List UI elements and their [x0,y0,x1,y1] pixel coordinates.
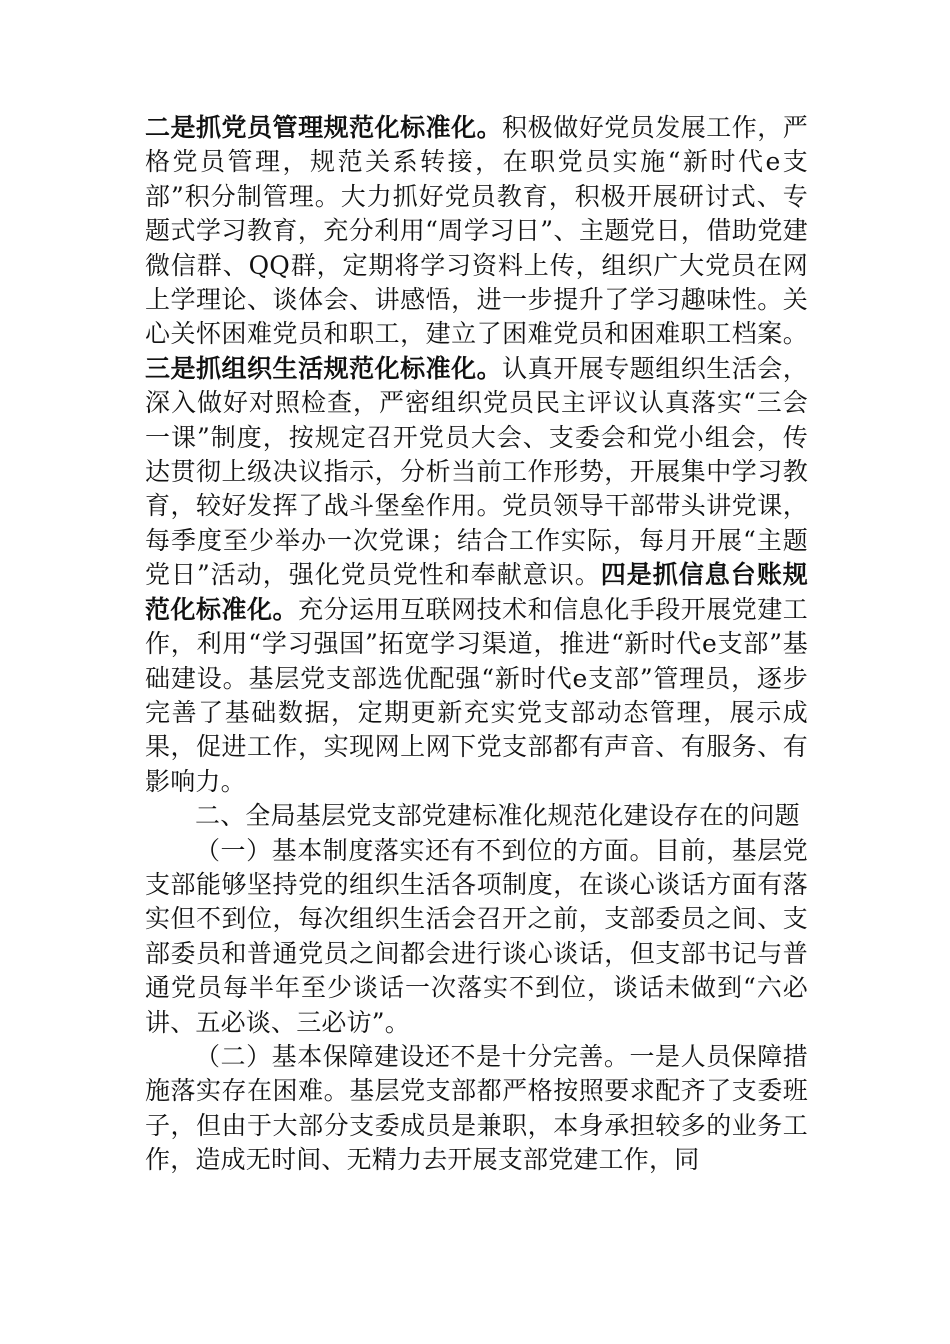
document-body [145,111,808,1178]
paragraph-party-member-management [145,111,808,799]
section-heading-problems: 二、全局基层党支部党建标准化规范化建设存在的问题 [195,801,800,831]
subheading-member-management: 二是抓党员管理规范化标准化。 [145,113,503,142]
text-information-ledger: 充分运用互联网技术和信息化手段开展党建工作，利用“学习强国”拓宽学习渠道，推进“新时代e支部”基础建设。基层党支部选优配强“新时代e支部”管理员，逐步完善了基础数据，定期更新充实党支部动态管理，展示成果，促进工作，实现网上网下党支部都有声音、有服务、有影响力。 [145,594,808,796]
text-member-management: 积极做好党员发展工作，严格党员管理，规范关系转接，在职党员实施“新时代e支部”积分制管理。大力抓好党员教育，积极开展研讨式、专题式学习教育，充分利用“周学习日”、主题党日，借助党建微信群、QQ群，定期将学习资料上传，组织广大党员在网上学理论、谈体会、讲感悟，进一步提升了学习趣味性。关心关怀困难党员和职工，建立了困难党员和困难职工档案。 [145,113,808,349]
text-organization-life: 认真开展专题组织生活会，深入做好对照检查，严密组织党员民主评议认真落实“三会一课”制度，按规定召开党员大会、支委会和党小组会，传达贯彻上级决议指示，分析当前工作形势，开展集中学习教育，较好发挥了战斗堡垒作用。党员领导干部带头讲党课，每季度至少举办一次党课；结合工作实际，每月开展“主题党日”活动，强化党员党性和奉献意识。 [145,353,808,590]
paragraph-basic-system: （一）基本制度落实还有不到位的方面。目前，基层党支部能够坚持党的组织生活各项制度，在谈心谈话方面有落实但不到位，每次组织生活会召开之前，支部委员之间、支部委员和普通党员之间都会进行谈心谈话，但支部书记与普通党员每半年至少谈话一次落实不到位，谈话未做到“六必讲、五必谈、三必访”。 [145,835,808,1037]
paragraph-basic-guarantee: （二）基本保障建设还不是十分完善。一是人员保障措施落实存在困难。基层党支部都严格按照要求配齐了支委班子，但由于大部分支委成员是兼职，本身承担较多的业务工作，造成无时间、无精力去开展支部党建工作，同 [145,1041,808,1175]
subheading-information-ledger: 四是抓信息台账规范化标准化。 [145,560,808,624]
subheading-organization-life: 三是抓组织生活规范化标准化。 [145,353,503,383]
